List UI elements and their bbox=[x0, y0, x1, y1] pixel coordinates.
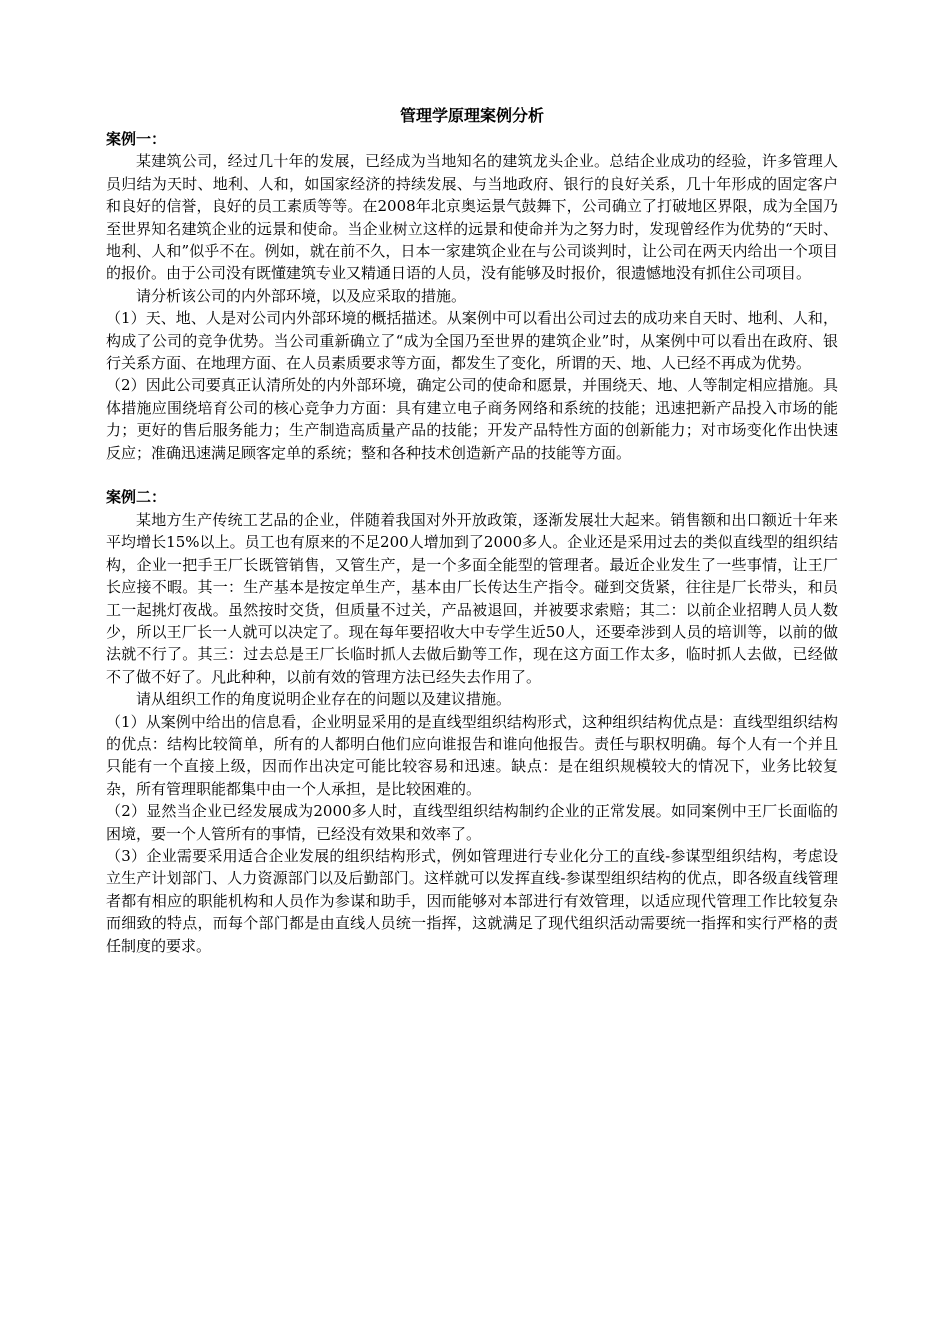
document-page bbox=[106, 104, 838, 957]
case-one-question: 请分析该公司的内外部环境，以及应采取的措施。 bbox=[136, 286, 467, 305]
case-two-story: 某地方生产传统工艺品的企业，伴随着我国对外开放政策，逐渐发展壮大起来。销售额和出口额近十年来平均增长15%以上。员工也有原来的不足200人增加到了2000多人。企业还是采用过去的类似直线型的组织结构，企业一把手王厂长既管销售，又管生产，是一个多面全能型的管理者。最近企业发生了一些事情，让王厂长应接不暇。其一：生产基本是按定单生产，基本由厂长传达生产指令。碰到交货紧，往往是厂长带头，和员工一起挑灯夜战。虽然按时交货，但质量不过关，产品被退回，并被要求索赔；其二：以前企业招聘人员人数少，所以王厂长一人就可以决定了。现在每年要招收大中专学生近50人，还要牵涉到人员的培训等，以前的做法就不行了。其三：过去总是王厂长临时抓人去做后勤等工作，现在这方面工作太多，临时抓人去做，已经做不了做不好了。凡此种种，以前有效的管理方法已经失去作用了。 bbox=[106, 510, 838, 686]
case-two-heading: 案例二： bbox=[106, 488, 167, 507]
case-two-question: 请从组织工作的角度说明企业存在的问题以及建议措施。 bbox=[136, 690, 512, 709]
case-two-answer-2: （2）显然当企业已经发展成为2000多人时，直线型组织结构制约企业的正常发展。如同案例中王厂长面临的困境，要一个人管所有的事情，已经没有效果和效率了。 bbox=[106, 802, 838, 843]
case-two bbox=[106, 486, 838, 957]
case-one-answer-1: （1）天、地、人是对公司内外部环境的概括描述。从案例中可以看出公司过去的成功来自天时、地利、人和，构成了公司的竞争优势。当公司重新确立了“成为全国乃至世界的建筑企业”时，从案例中可以看出在政府、银行关系方面、在地理方面、在人员素质要求等方面，都发生了变化，所谓的天、地、人已经不再成为优势。 bbox=[106, 309, 838, 373]
document-title: 管理学原理案例分析 bbox=[399, 106, 544, 125]
case-two-answer-3: （3）企业需要采用适合企业发展的组织结构形式，例如管理进行专业化分工的直线-参谋型组织结构，考虑设立生产计划部门、人力资源部门以及后勤部门。这样就可以发挥直线-参谋型组织结构的优点，即各级直线管理者都有相应的职能机构和人员作为参谋和助手，因而能够对本部进行有效管理，以适应现代管理工作比较复杂而细致的特点，而每个部门都是由直线人员统一指挥，这就满足了现代组织活动需要统一指挥和实行严格的责任制度的要求。 bbox=[106, 846, 838, 955]
case-one-story: 某建筑公司，经过几十年的发展，已经成为当地知名的建筑龙头企业。总结企业成功的经验，许多管理人员归结为天时、地利、人和，如国家经济的持续发展、与当地政府、银行的良好关系，几十年形成的固定客户和良好的信誉，良好的员工素质等等。在2008年北京奥运景气鼓舞下，公司确立了打破地区界限，成为全国乃至世界知名建筑企业的远景和使命。当企业树立这样的远景和使命并为之努力时，发现曾经作为优势的“天时、地利、人和”似乎不在。例如，就在前不久，日本一家建筑企业在与公司谈判时，让公司在两天内给出一个项目的报价。由于公司没有既懂建筑专业又精通日语的人员，没有能够及时报价，很遗憾地没有抓住公司项目。 bbox=[106, 152, 838, 283]
case-one-heading: 案例一： bbox=[106, 130, 167, 148]
case-two-answer-1: （1）从案例中给出的信息看，企业明显采用的是直线型组织结构形式，这种组织结构优点是：直线型组织结构的优点：结构比较简单，所有的人都明白他们应向谁报告和谁向他报告。责任与职权明确。每个人有一个并且只能有一个直接上级，因而作出决定可能比较容易和迅速。缺点：是在组织规模较大的情况下，业务比较复杂，所有管理职能都集中由一个人承担，是比较困难的。 bbox=[106, 712, 838, 798]
section-spacer bbox=[106, 464, 838, 486]
case-one-answer-2: （2）因此公司要真正认清所处的内外部环境，确定公司的使命和愿景，并围绕天、地、人等制定相应措施。具体措施应围绕培育公司的核心竞争力方面：具有建立电子商务网络和系统的技能；迅速把新产品投入市场的能力；更好的售后服务能力；生产制造高质量产品的技能；开发产品特性方面的创新能力；对市场变化作出快速反应；准确迅速满足顾客定单的系统；整和各种技术创造新产品的技能等方面。 bbox=[106, 376, 838, 462]
case-one bbox=[106, 128, 838, 464]
